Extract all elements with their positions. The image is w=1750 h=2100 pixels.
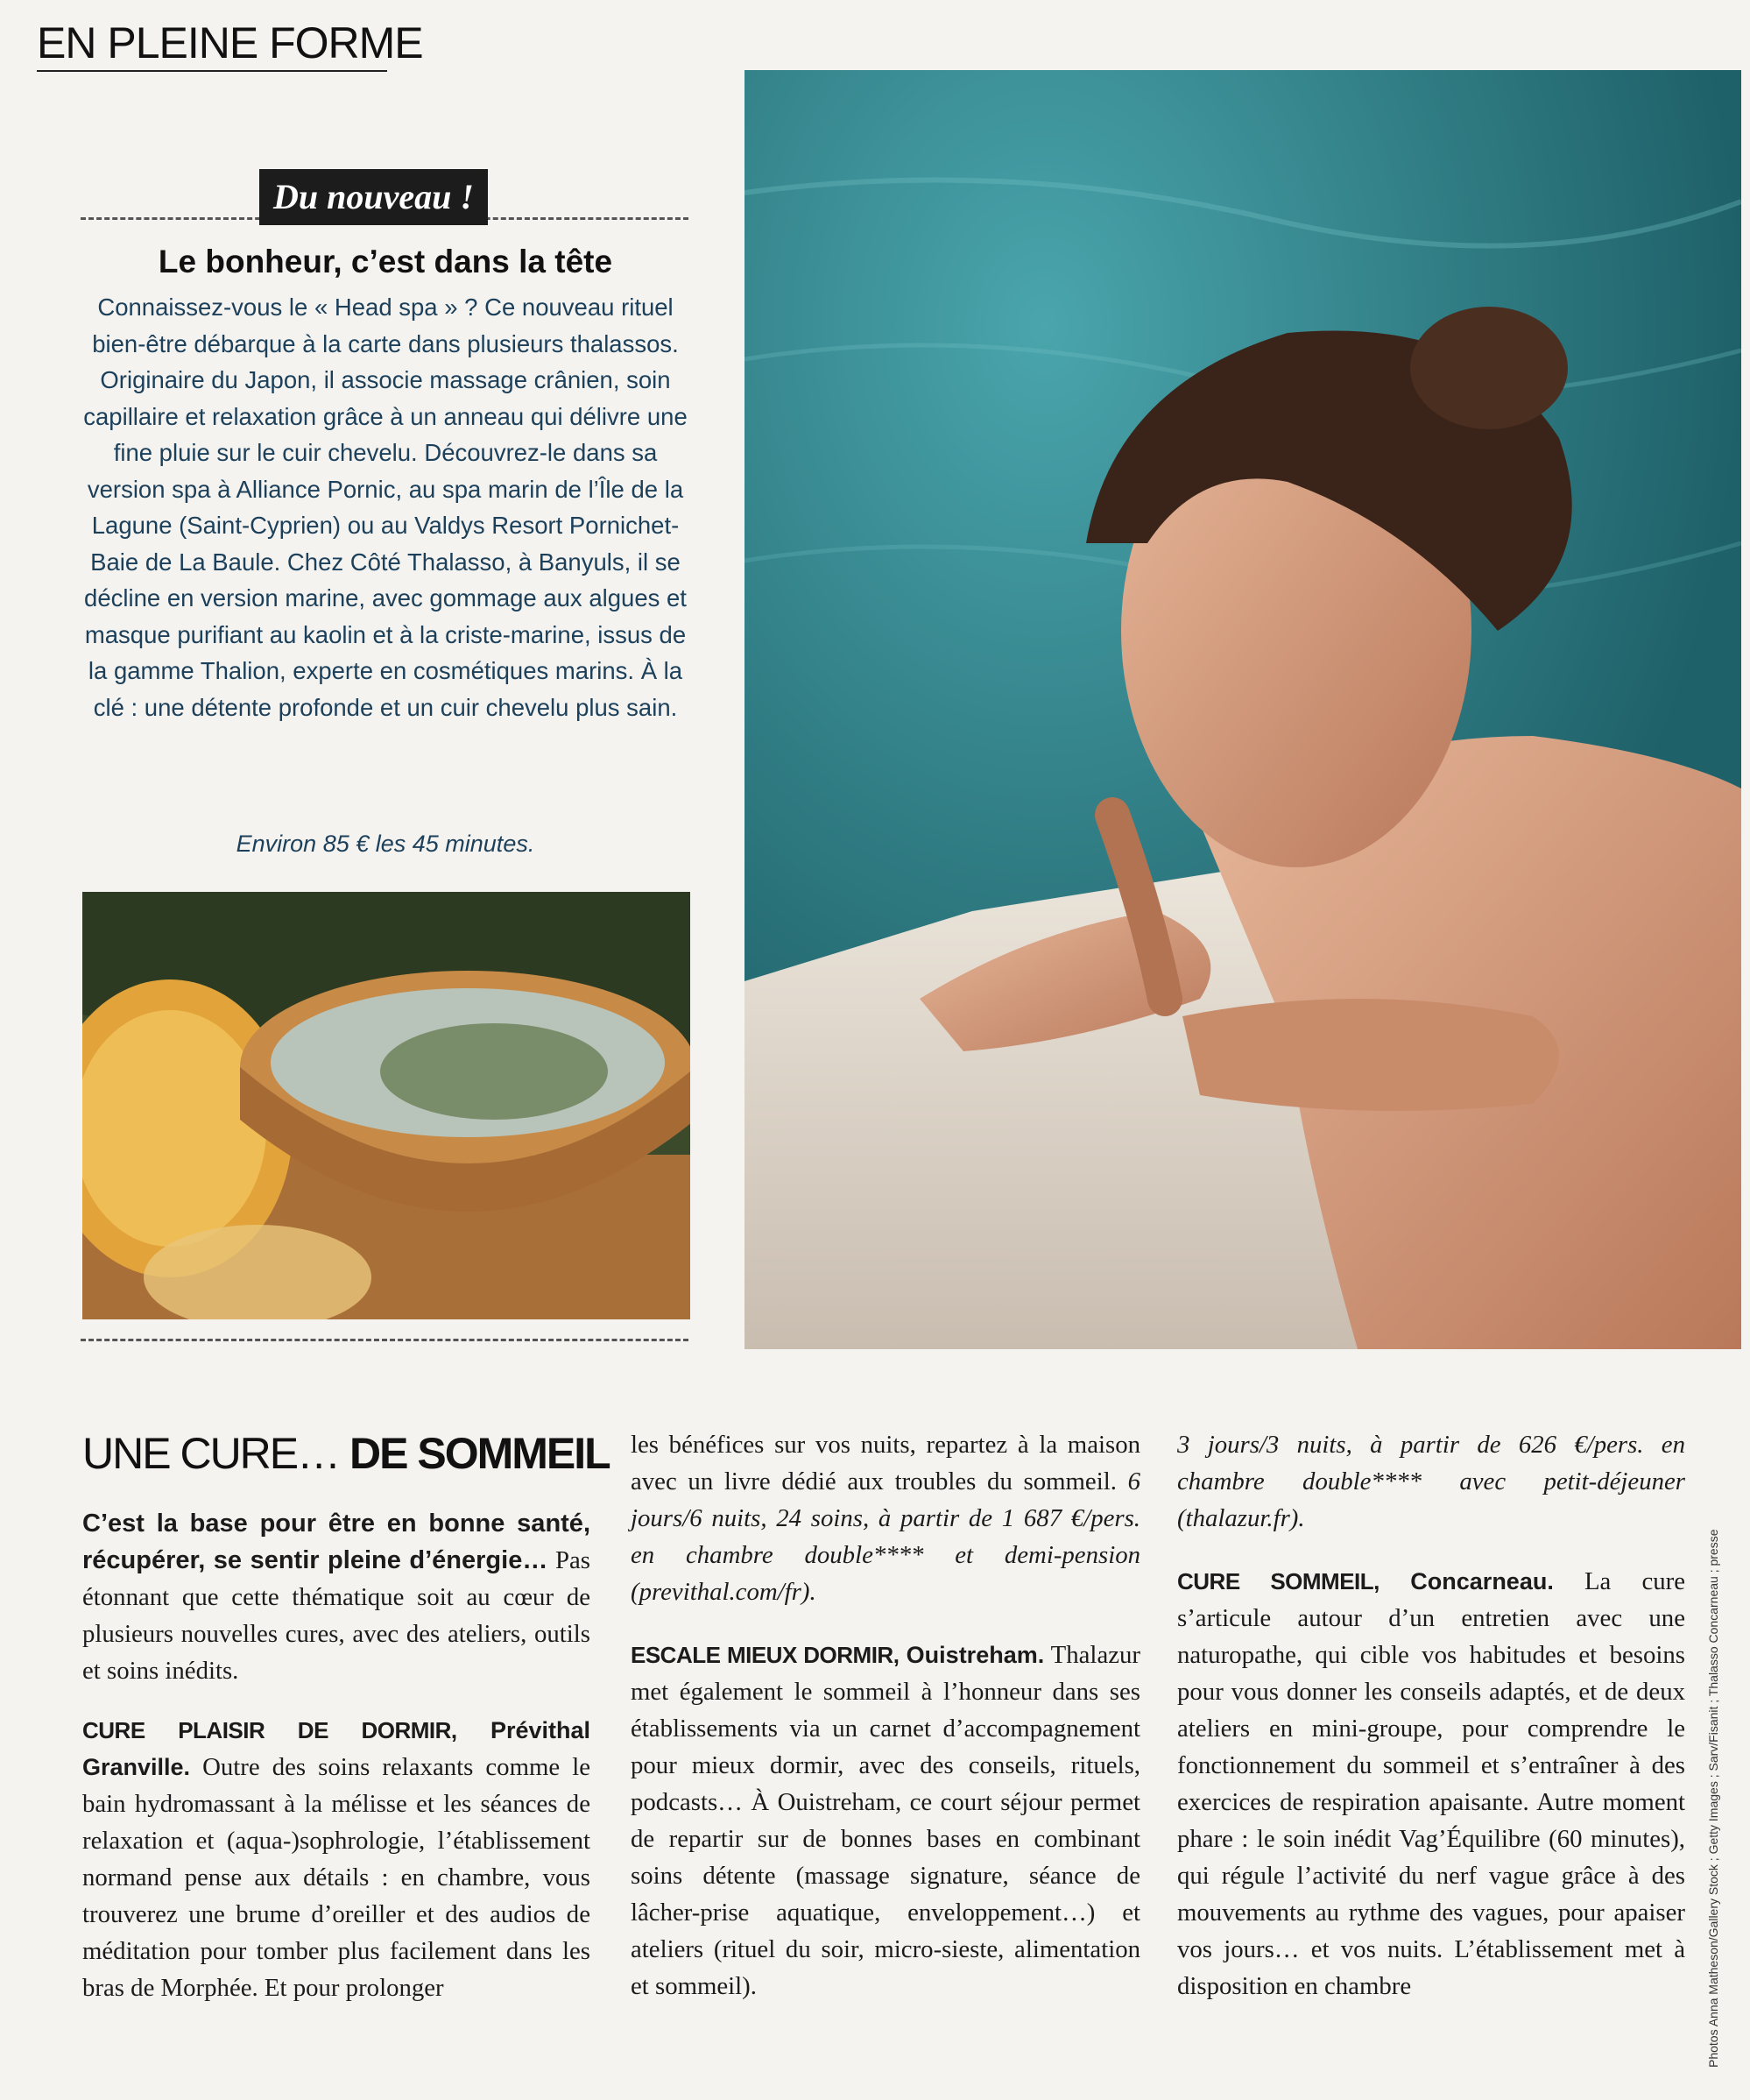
item2-price: 3 jours/3 nuits, à partir de 626 €/pers. en chambre double**** avec petit-déjeuner (thalazur.fr). (1177, 1431, 1685, 1532)
item1-body: Outre des soins relaxants comme le bain hydromassant à la mélisse et les séances de relaxation et (aqua-)sophrologie, l’établissement normand pense aux détails : en chambre, vous trouverez une brume d’oreiller et des audios de méditation pour tomber plus facilement dans les bras de Morphée. Et pour prolonger (82, 1753, 590, 2002)
sea-salt-bowl-photo (82, 892, 690, 1319)
photo-credit: Photos Anna Matheson/Gallery Stock ; Getty Images ; Sarv/Fisanit ; Thalasso Concarneau ; presse (1706, 1529, 1720, 2068)
news-box-title: Le bonheur, c’est dans la tête (158, 244, 613, 279)
item3-body: La cure s’articule autour d’un entretien avec une naturopathe, qui cible vos habitudes et besoins pour vous donner les conseils adaptés, et de deux ateliers en mini-groupe, pour comprendre le fonctionnement du sommeil et s’entraîner à des exercices de respiration apaisante. Autre moment phare : le soin inédit Vag’Équilibre (60 minutes), qui régule l’activité du nerf vague grâce à des mouvements au rythme des vagues, pour apaiser vos jours… et vos nuits. L’établissement met à disposition en chambre (1177, 1567, 1686, 2000)
item2-kicker: ESCALE MIEUX DORMIR, (631, 1642, 900, 1668)
headline-part1: UNE CURE… (82, 1429, 350, 1478)
article-headline (82, 1428, 610, 1479)
item3-kicker: CURE SOMMEIL, (1177, 1568, 1380, 1594)
headline-part2: DE SOMMEIL (349, 1429, 610, 1478)
column-1 (82, 1505, 590, 2006)
news-box-text: Connaissez-vous le « Head spa » ? Ce nouveau rituel bien-être débarque à la carte dans plusieurs thalassos. Originaire du Japon, il associe massage crânien, soin capillaire et relaxation grâce à un anneau qui délivre une fine pluie sur le cuir chevelu. Découvrez-le dans sa version spa à Alliance Pornic, au spa marin de l’Île de la Lagune (Saint-Cyprien) ou au Valdys Resort Pornichet-Baie de La Baule. Chez Côté Thalasso, à Banyuls, il se décline en version marine, avec gommage aux algues et masque purifiant au kaolin et à la criste-marine, issus de la gamme Thalion, experte en cosmétiques marins. À la clé : une détente profonde et un cuir chevelu plus sain. (83, 293, 688, 721)
article-lead: C’est la base pour être en bonne santé, récupérer, se sentir pleine d’énergie… (82, 1510, 590, 1574)
item1-body-continued: les bénéfices sur vos nuits, repartez à la maison avec un livre dédié aux troubles du sommeil. (631, 1431, 1140, 1495)
news-box-price: Environ 85 € les 45 minutes. (236, 831, 535, 857)
item1-kicker: CURE PLAISIR DE DORMIR, (82, 1717, 457, 1743)
column-3 (1177, 1426, 1685, 2005)
item1-place: Prévithal Granville. (82, 1717, 590, 1780)
small-photo-illustration (82, 892, 690, 1319)
section-tag: EN PLEINE FORME (37, 18, 423, 67)
news-badge: Du nouveau ! (259, 169, 488, 225)
woman-relaxing-by-pool-photo (744, 70, 1741, 1349)
item2-place: Ouistreham. (899, 1642, 1045, 1668)
item1-price: 6 jours/6 nuits, 24 soins, à partir de 1 687 €/pers. en chambre double**** et demi-pension (previthal.com/fr). (631, 1467, 1140, 1606)
main-photo-illustration (744, 70, 1741, 1349)
column-2 (631, 1426, 1140, 2005)
item3-place: Concarneau. (1379, 1568, 1554, 1594)
item2-body: Thalazur met également le sommeil à l’honneur dans ses établissements via un carnet d’accompagnement pour mieux dormir, avec des conseils, rituels, podcasts… À Ouistreham, ce court séjour permet de repartir sur de bonnes bases en combinant soins détente (massage signature, séance de lâcher-prise aquatique, enveloppement…) et ateliers (rituel du soir, micro-sieste, alimentation et sommeil). (631, 1641, 1140, 2000)
news-box-bottom-rule (81, 1339, 688, 1341)
section-underline (37, 70, 387, 72)
article-intro: Pas étonnant que cette thématique soit au cœur de plusieurs nouvelles cures, avec des ateliers, outils et soins inédits. (82, 1546, 590, 1685)
